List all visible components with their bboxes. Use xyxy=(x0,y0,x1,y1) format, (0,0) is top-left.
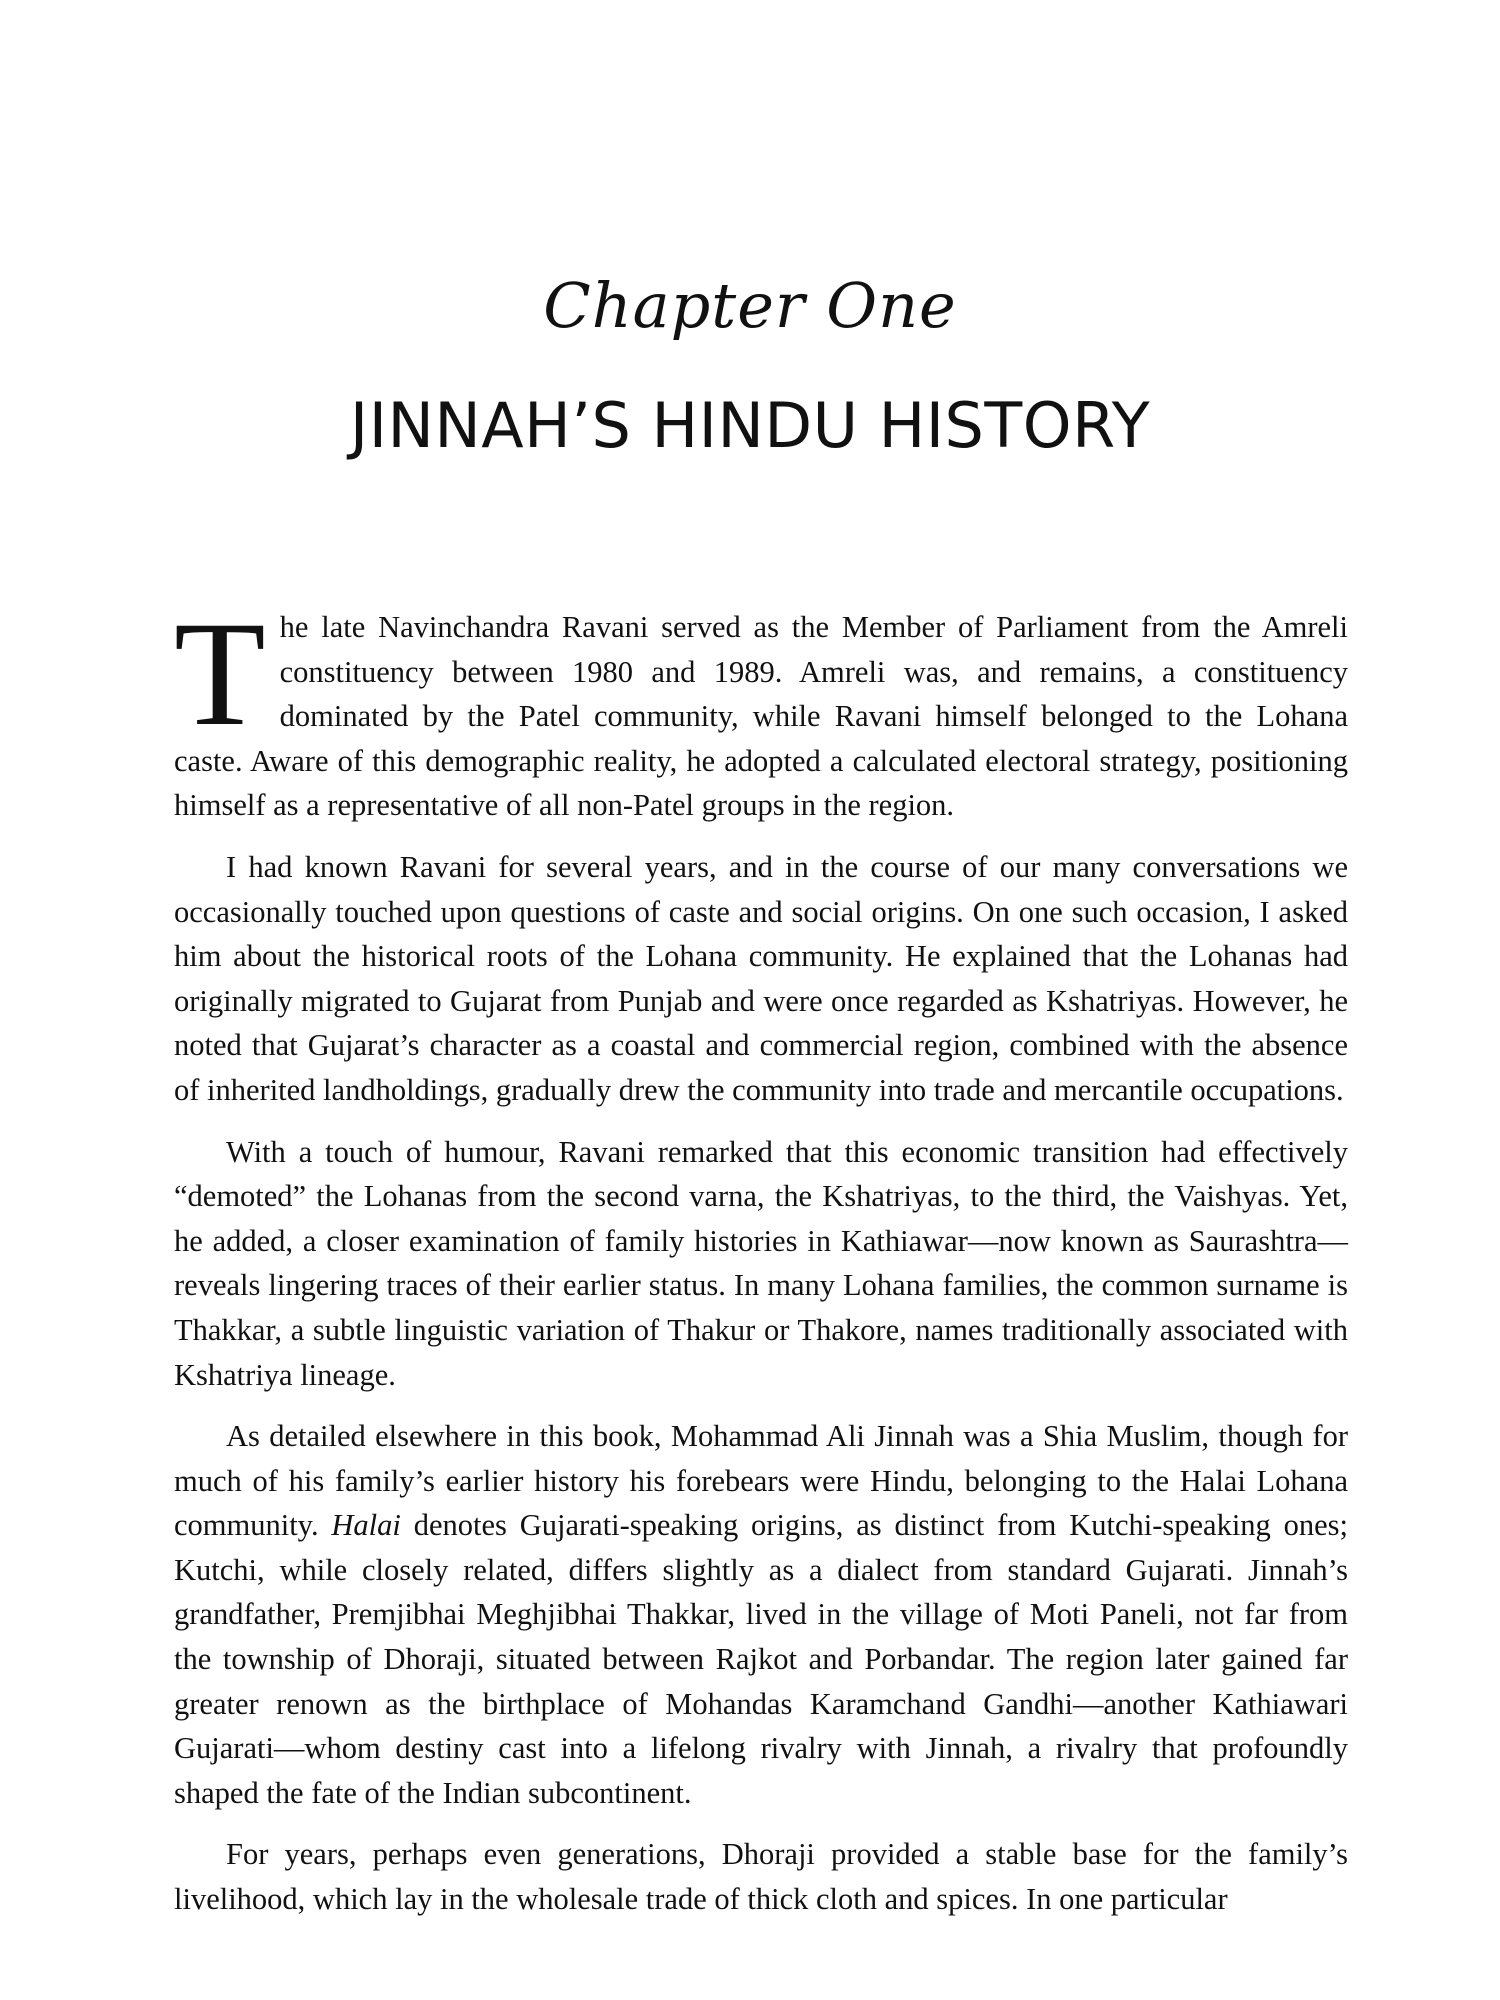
paragraph-3 xyxy=(174,1130,1348,1398)
paragraph-5-text: For years, perhaps even generations, Dhoraji provided a stable base for the family’s livelihood, which lay in the wholesale trade of thick cloth and spices. In one particular xyxy=(174,1837,1348,1917)
paragraph-4-italic-term: Halai xyxy=(331,1508,401,1543)
paragraph-4-text-start: As detailed elsewhere in this book, Mohammad Ali Jinnah was a Shia Muslim, though for much of his family’s earlier history his forebears were Hindu, belonging to the Halai Lohana community. xyxy=(174,1419,1348,1543)
chapter-title: JINNAH’S HINDU HISTORY xyxy=(349,389,1151,462)
paragraph-3-text: With a touch of humour, Ravani remarked that this economic transition had effectively “demoted” the Lohanas from the second varna, the Kshatriyas, to the third, the Vaishyas. Yet, he added, a closer examination of family histories in Kathiawar—now known as Saurashtra—reveals lingering traces of their earlier status. In many Lohana families, the common surname is Thakkar, a subtle linguistic variation of Thakur or Thakore, names traditionally associated with Kshatriya lineage. xyxy=(174,1134,1348,1392)
drop-cap: T xyxy=(174,591,266,757)
paragraph-5 xyxy=(174,1832,1348,1921)
paragraph-1 xyxy=(174,591,1348,828)
paragraph-2-text: I had known Ravani for several years, and in the course of our many conversations we occasionally touched upon questions of caste and social origins. On one such occasion, I asked him about the historical roots of the Lohana community. He explained that the Lohanas had originally migrated to Gujarat from Punjab and were once regarded as Kshatriyas. However, he noted that Gujarat’s character as a coastal and commercial region, combined with the absence of inherited landholdings, gradually drew the community into trade and mercantile occupations. xyxy=(174,849,1348,1107)
chapter-label: Chapter One xyxy=(543,269,957,342)
paragraph-1-text: he late Navinchandra Ravani served as the Member of Parliament from the Amreli constituency between 1980 and 1989. Amreli was, and remains, a constituency dominated by the Patel community, while Ravani himself belonged to the Lohana caste. Aware of this demographic reality, he adopted a calculated electoral strategy, positioning himself as a representative of all non-Patel groups in the region. xyxy=(174,610,1348,823)
paragraph-4-text-end: denotes Gujarati-speaking origins, as distinct from Kutchi-speaking ones; Kutchi, while closely related, differs slightly as a dialect from standard Gujarati. Jinnah’s grandfather, Premjibhai Meghjibhai Thakkar, lived in the village of Moti Paneli, not far from the township of Dhoraji, situated between Rajkot and Porbandar. The region later gained far greater renown as the birthplace of Mohandas Karamchand Gandhi—another Kathiawari Gujarati—whom destiny cast into a lifelong rivalry with Jinnah, a rivalry that profoundly shaped the fate of the Indian subcontinent. xyxy=(174,1508,1348,1810)
paragraph-2 xyxy=(174,845,1348,1113)
chapter-body xyxy=(174,591,1348,1922)
paragraph-4 xyxy=(174,1414,1348,1815)
